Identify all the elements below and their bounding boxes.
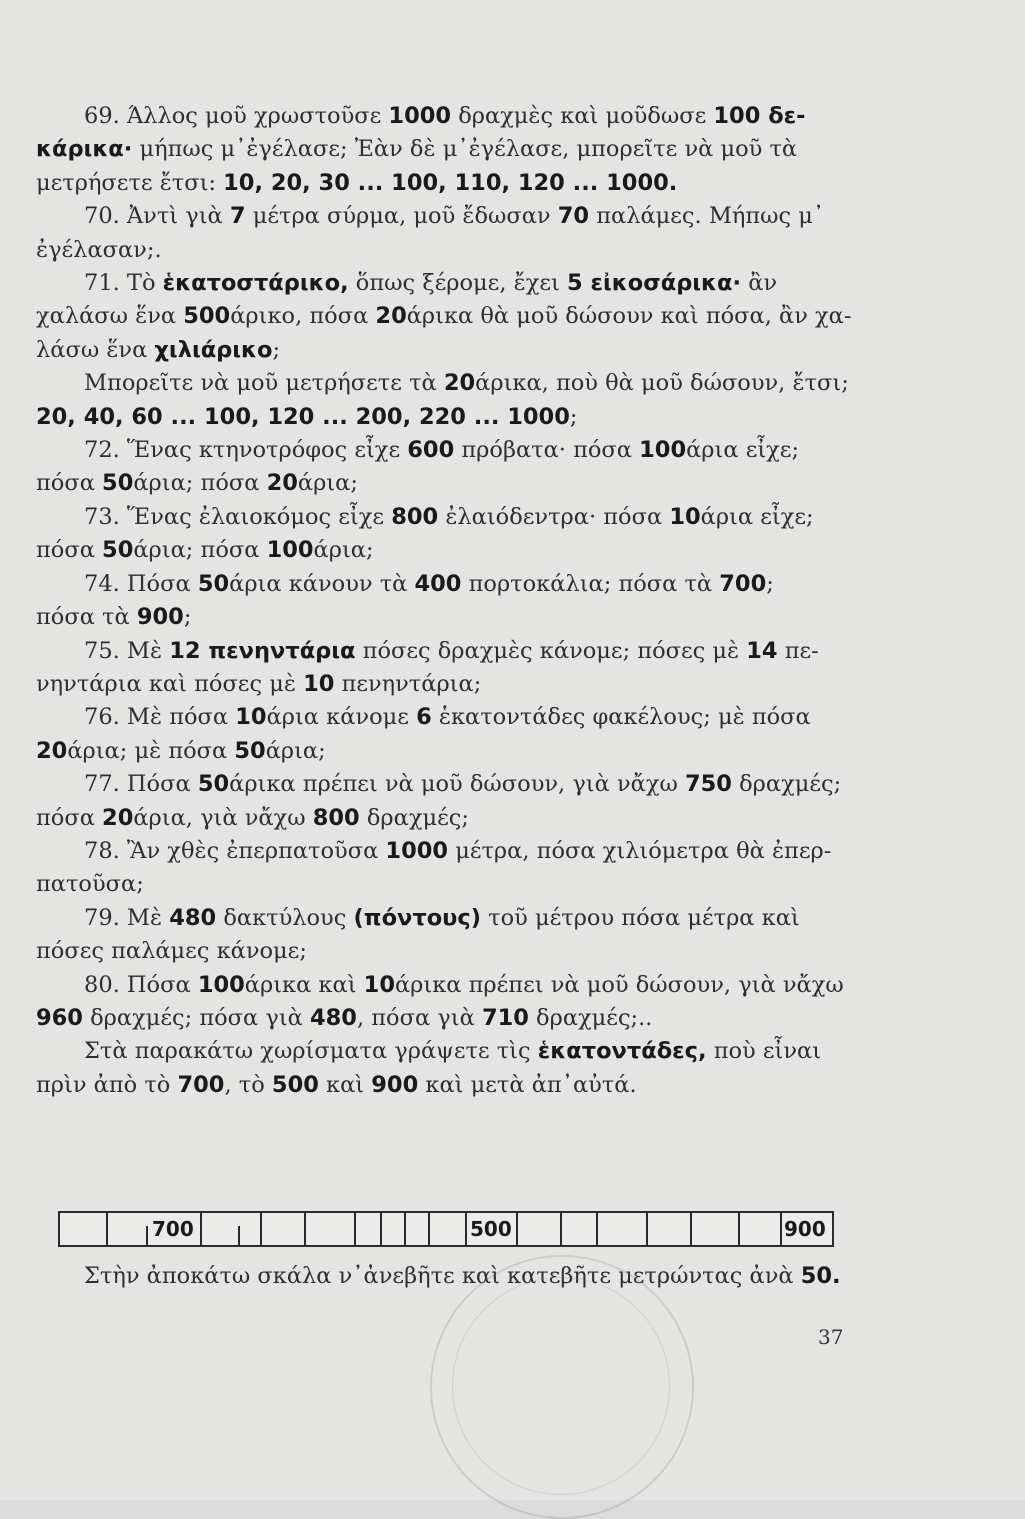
- ruler-tick: [690, 1213, 692, 1245]
- ruler-tick: [560, 1213, 562, 1245]
- line-77b: πόσα 20άρια, γιὰ νἄχω 800 δραχμές;: [36, 804, 469, 831]
- line-76b: 20άρια; μὲ πόσα 50άρια;: [36, 737, 326, 764]
- exercise-text: [36, 100, 860, 1102]
- line-78a: 78. Ἂν χθὲς ἐπερπατοῦσα 1000 μέτρα, πόσα χιλιόμετρα θὰ ἐπερ-: [84, 837, 832, 864]
- stamp-inner-ring: [452, 1277, 670, 1495]
- line-73b: πόσα 50άρια; πόσα 100άρια;: [36, 537, 374, 564]
- line-69c: μετρήσετε ἔτσι: 10, 20, 30 ... 100, 110, 120 ... 1000.: [36, 169, 678, 196]
- line-70b: ἐγέλασαν;.: [36, 236, 162, 263]
- line-70a: 70. Ἀντὶ γιὰ 7 μέτρα σύρμα, μοῦ ἔδωσαν 70 παλάμες. Μήπως μ᾽: [84, 203, 825, 230]
- ruler-label-700: 700: [152, 1217, 194, 1241]
- ruler-tick: [106, 1213, 108, 1245]
- ruler-tick: [260, 1213, 262, 1245]
- ruler-tick: [596, 1213, 598, 1245]
- line-75b: νηντάρια καὶ πόσες μὲ 10 πενηντάρια;: [36, 670, 482, 697]
- line-74a: 74. Πόσα 50άρια κάνουν τὰ 400 πορτοκάλια; πόσα τὰ 700;: [84, 570, 774, 597]
- ruler-tick: [304, 1213, 306, 1245]
- line-75a: 75. Μὲ 12 πενηντάρια πόσες δραχμὲς κάνομε; πόσες μὲ 14 πε-: [84, 637, 819, 664]
- ruler-tick: [238, 1226, 240, 1245]
- ruler-tick: [428, 1213, 430, 1245]
- ruler-tick: [380, 1213, 382, 1245]
- ladder-instruction: [36, 1260, 860, 1293]
- page-number: 37: [818, 1325, 844, 1349]
- line-79b: πόσες παλάμες κάνομε;: [36, 938, 307, 965]
- line-78b: πατοῦσα;: [36, 871, 144, 898]
- ruler-tick: [465, 1213, 467, 1245]
- line-71e: 20, 40, 60 ... 100, 120 ... 200, 220 ... 1000;: [36, 403, 578, 430]
- line-77a: 77. Πόσα 50άρικα πρέπει νὰ μοῦ δώσουν, γιὰ νἄχω 750 δραχμές;: [84, 771, 842, 798]
- line-79a: 79. Μὲ 480 δακτύλους (πόντους) τοῦ μέτρου πόσα μέτρα καὶ: [84, 904, 800, 931]
- line-69a: 69. Άλλος μοῦ χρωστοῦσε 1000 δραχμὲς καὶ μοῦδωσε 100 δε-: [84, 103, 806, 129]
- line-71c: λάσω ἕνα χιλιάρικο;: [36, 336, 281, 363]
- line-80b: 960 δραχμές; πόσα γιὰ 480, πόσα γιὰ 710 δραχμές;..: [36, 1004, 653, 1031]
- line-71a: 71. Τὸ ἑκατοστάρικο, ὅπως ξέρομε, ἔχει 5 εἰκοσάρικα· ἂν: [84, 270, 778, 297]
- ruler-tick: [146, 1226, 148, 1245]
- line-72a: 72. Ἕνας κτηνοτρόφος εἶχε 600 πρόβατα· πόσα 100άρια εἶχε;: [84, 437, 800, 464]
- ruler-tick: [738, 1213, 740, 1245]
- ruler-tick: [780, 1213, 782, 1245]
- line-instruction-a: Στὰ παρακάτω χωρίσματα γράψετε τὶς ἑκατοντάδες, ποὺ εἶναι: [84, 1038, 822, 1065]
- line-76a: 76. Μὲ πόσα 10άρια κάνομε 6 ἑκατοντάδες φακέλους; μὲ πόσα: [84, 704, 811, 731]
- ruler-tick: [200, 1213, 202, 1245]
- line-80a: 80. Πόσα 100άρικα καὶ 10άρικα πρέπει νὰ μοῦ δώσουν, γιὰ νἄχω: [84, 971, 844, 998]
- line-instruction-b: πρὶν ἀπὸ τὸ 700, τὸ 500 καὶ 900 καὶ μετὰ ἀπ᾽αὐτά.: [36, 1071, 637, 1098]
- ruler-tick: [354, 1213, 356, 1245]
- ruler-tick: [646, 1213, 648, 1245]
- line-74b: πόσα τὰ 900;: [36, 604, 192, 631]
- ruler-label-500: 500: [470, 1217, 512, 1241]
- ruler-label-900: 900: [784, 1217, 826, 1241]
- line-73a: 73. Ἕνας ἐλαιοκόμος εἶχε 800 ἐλαιόδεντρα· πόσα 10άρια εἶχε;: [84, 503, 814, 530]
- line-ladder: Στὴν ἀποκάτω σκάλα ν᾽ἀνεβῆτε καὶ κατεβῆτε μετρώντας ἀνὰ 50.: [84, 1263, 841, 1289]
- line-71d: Μπορεῖτε νὰ μοῦ μετρήσετε τὰ 20άρικα, ποὺ θὰ μοῦ δώσουν, ἔτσι;: [84, 370, 849, 397]
- line-72b: πόσα 50άρια; πόσα 20άρια;: [36, 470, 358, 497]
- library-stamp-icon: [430, 1255, 694, 1519]
- ruler-tick: [404, 1213, 406, 1245]
- line-69b: κάρικα· μήπως μ᾽ἐγέλασε; Ἐὰν δὲ μ᾽ἐγέλασε, μπορεῖτε νὰ μοῦ τὰ: [36, 136, 798, 163]
- ruler-tick: [516, 1213, 518, 1245]
- line-71b: χαλάσω ἕνα 500άρικο, πόσα 20άρικα θὰ μοῦ δώσουν καὶ πόσα, ἂν χα-: [36, 303, 852, 330]
- hundreds-ruler: [58, 1211, 834, 1247]
